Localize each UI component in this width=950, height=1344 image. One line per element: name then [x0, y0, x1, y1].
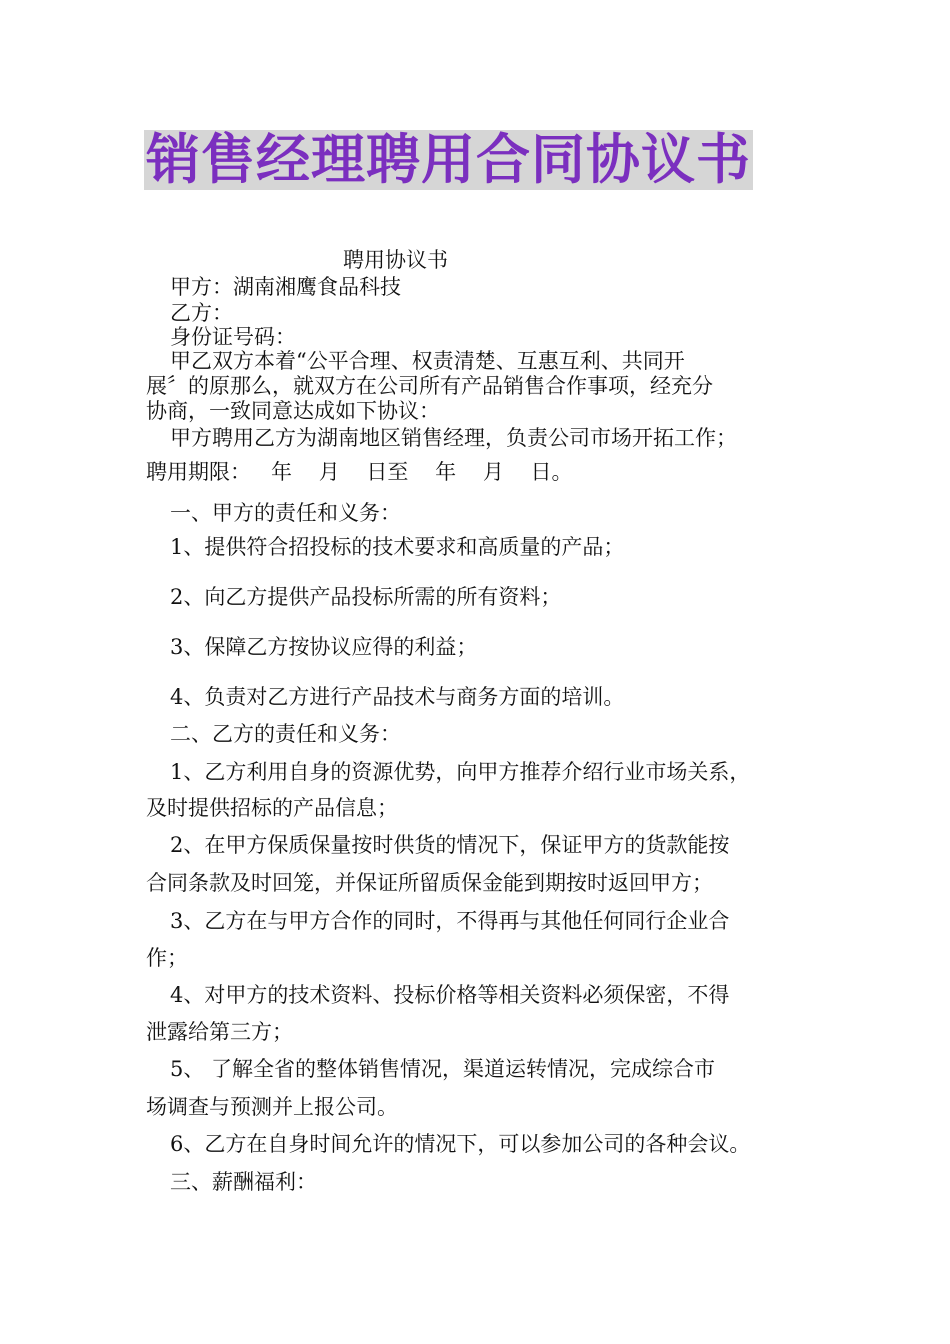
- list-item-continuation: 泄露给第三方；: [146, 1020, 293, 1044]
- list-item-continuation: 作；: [146, 946, 188, 970]
- document-title: 销售经理聘用合同协议书: [146, 128, 751, 191]
- intro-line-3: 协商，一致同意达成如下协议：: [146, 399, 440, 423]
- id-number-line: 身份证号码：: [170, 325, 296, 349]
- list-item-continuation: 场调查与预测并上报公司。: [146, 1095, 398, 1119]
- intro-line-1: 甲乙双方本着“公平合理、权责清楚、互惠互利、共同开: [170, 349, 685, 373]
- list-item: 6、乙方在自身时间允许的情况下，可以参加公司的各种会议。: [170, 1132, 751, 1156]
- party-b-line: 乙方：: [170, 301, 233, 325]
- intro-line-2: 展〞的原那么，就双方在公司所有产品销售合作事项，经充分: [146, 374, 713, 398]
- list-item-continuation: 合同条款及时回笼，并保证所留质保金能到期按时返回甲方；: [146, 871, 713, 895]
- list-item: 3、保障乙方按协议应得的利益；: [170, 635, 478, 659]
- section-3-heading: 三、薪酬福利：: [170, 1170, 317, 1194]
- list-item-continuation: 及时提供招标的产品信息；: [146, 796, 398, 820]
- list-item: 4、对甲方的技术资料、投标价格等相关资料必须保密，不得: [170, 983, 730, 1007]
- hire-line-1: 甲方聘用乙方为湖南地区销售经理，负责公司市场开拓工作；: [170, 426, 737, 450]
- list-item: 1、乙方利用自身的资源优势，向甲方推荐介绍行业市场关系，: [170, 760, 751, 784]
- hire-period-line: 聘用期限： 年 月 日至 年 月 日。: [146, 460, 573, 484]
- list-item: 1、提供符合招投标的技术要求和高质量的产品；: [170, 535, 625, 559]
- subtitle: 聘用协议书: [343, 248, 448, 272]
- section-2-heading: 二、乙方的责任和义务：: [170, 722, 401, 746]
- section-1-heading: 一、甲方的责任和义务：: [170, 501, 401, 525]
- party-a-line: 甲方：湖南湘鹰食品科技: [170, 275, 401, 299]
- list-item: 3、乙方在与甲方合作的同时，不得再与其他任何同行企业合: [170, 909, 730, 933]
- list-item: 2、在甲方保质保量按时供货的情况下，保证甲方的货款能按: [170, 833, 730, 857]
- list-item: 2、向乙方提供产品投标所需的所有资料；: [170, 585, 562, 609]
- list-item: 5、 了解全省的整体销售情况，渠道运转情况，完成综合市: [170, 1057, 716, 1081]
- list-item: 4、负责对乙方进行产品技术与商务方面的培训。: [170, 685, 625, 709]
